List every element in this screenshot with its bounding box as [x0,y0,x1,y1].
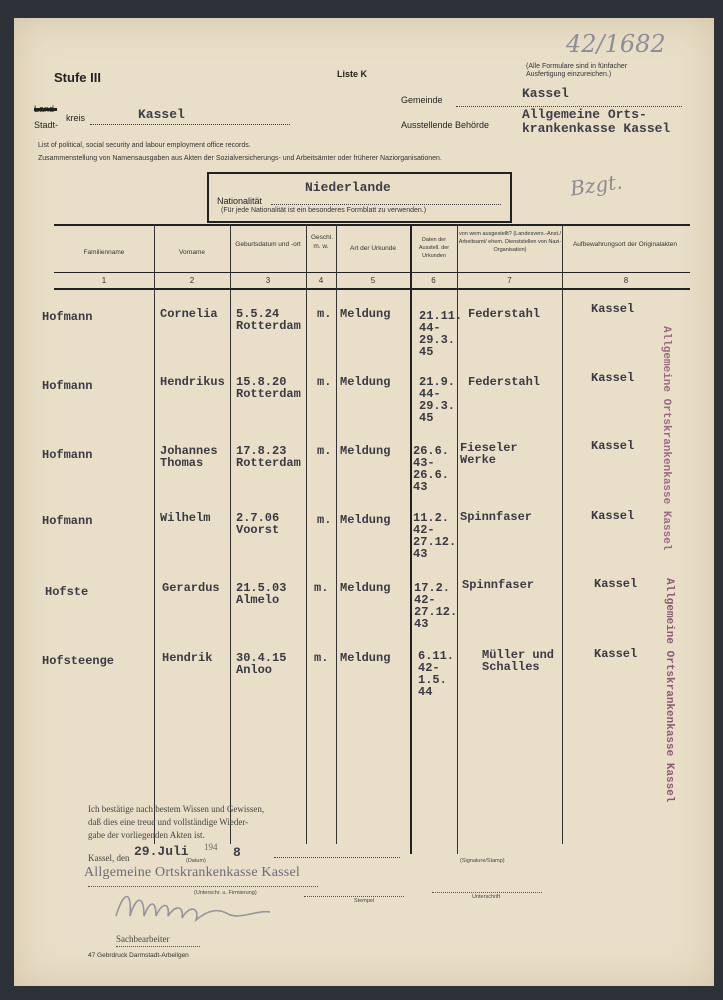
behoerde-label: Ausstellende Behörde [401,120,490,130]
column-number-8: 8 [623,276,629,285]
row-3-vorname: Johannes Thomas [160,444,218,470]
land-label-struck: Land- [34,104,58,114]
row-5-familienname: Hofste [45,585,89,599]
stempel-line [304,896,404,897]
row-3-aufbewahrungsort: Kassel [591,439,635,453]
side-stamp-lower: Allgemeine Ortskrankenkasse Kassel [663,578,675,803]
row-6-von-wem: Müller und Schalles [482,648,555,674]
column-header-von-wem: von wem ausgestellt? (Landesvers.-Anst./ Arbeitsamt/ ehem. Dienststellen von Nazi-Organisation) [458,231,562,253]
row-3-daten: 26.6. 43- 26.6. 43 [413,444,450,494]
unterschrift-firmierung-label: (Unterschr. u. Firmierung) [194,890,257,896]
document-page [14,18,714,986]
row-2-art: Meldung [340,375,391,389]
row-3-art: Meldung [340,444,391,458]
handwritten-mark: Bzgt. [568,169,624,201]
kreis-value: Kassel [138,107,185,122]
column-number-3: 3 [265,276,271,285]
liste-label: Liste K [337,69,368,79]
row-2-geburt: 15.8.20 Rotterdam [236,375,301,401]
row-1-familienname: Hofmann [42,310,93,324]
table-number-divider [54,288,690,290]
row-4-geburt: 2.7.06 Voorst [236,511,280,537]
nationality-underline [271,204,501,205]
archive-number: 42/1682 [566,30,666,58]
row-6-geburt: 30.4.15 Anloo [236,651,287,677]
place-label: Kassel, den [88,853,130,863]
row-3-geschlecht: m. [317,444,332,458]
row-6-art: Meldung [340,651,391,665]
row-3-von-wem: Fieseler Werke [460,441,518,467]
year-digit: 8 [233,845,241,860]
row-4-art: Meldung [340,513,391,527]
row-3-geburt: 17.8.23 Rotterdam [236,444,301,470]
col-divider-3 [306,224,307,844]
col-divider-7 [562,224,563,844]
row-1-daten: 21.11. 44- 29.3. 45 [419,309,463,359]
row-6-geschlecht: m. [314,651,329,665]
col-divider-1 [154,224,155,844]
behoerde-value-line-2: krankenkasse Kassel [522,121,671,136]
row-2-von-wem: Federstahl [468,375,541,389]
behoerde-value-line-1: Allgemeine Orts- [522,107,647,122]
row-4-familienname: Hofmann [42,514,93,528]
col-divider-4 [336,224,337,844]
side-stamp-upper: Allgemeine Ortskrankenkasse Kassel [660,326,672,551]
gemeinde-value: Kassel [522,86,569,101]
row-5-vorname: Gerardus [162,581,220,595]
column-header-geschlecht: Geschl. m. w. [311,234,334,250]
confirmation-line-3: gabe der vorliegenden Akten ist. [88,830,205,840]
datum-label: (Datum) [186,858,206,864]
row-2-familienname: Hofmann [42,379,93,393]
row-5-von-wem: Spinnfaser [462,578,535,592]
row-1-art: Meldung [340,307,391,321]
sachbearbeiter-line [116,946,200,947]
office-stamp: Allgemeine Ortskrankenkasse Kassel [84,865,300,880]
unterschrift-line [432,892,542,893]
signature-line [274,857,400,858]
stufe-label: Stufe III [54,70,101,85]
stadt-label: Stadt- [34,120,59,130]
gemeinde-label: Gemeinde [401,95,443,105]
row-5-geschlecht: m. [314,581,329,595]
row-5-daten: 17.2. 42- 27.12. 43 [414,581,458,631]
column-number-7: 7 [507,276,512,285]
table-header-divider [54,272,690,273]
nationality-value: Niederlande [305,180,391,195]
row-1-vorname: Cornelia [160,307,218,321]
column-header-aufbewahrungsort: Aufbewahrungsort der Originalakten [572,241,678,248]
row-1-aufbewahrungsort: Kassel [591,302,635,316]
nationality-box [207,172,512,223]
row-2-daten: 21.9. 44- 29.3. 45 [419,375,456,425]
row-6-daten: 6.11. 42- 1.5. 44 [418,649,455,699]
intro-german: Zusammenstellung von Namensausgaben aus Akten der Sozialversicherungs- und Arbeitsämter oder früherer Naziorganisationen. [38,155,442,162]
confirmation-line-2: daß dies eine treue und vollständige Wieder- [88,817,249,827]
row-1-geschlecht: m. [317,307,332,321]
row-2-vorname: Hendrikus [160,375,225,389]
table-top-border [54,224,690,226]
year-prefix: 194 [204,842,218,852]
col-divider-5 [410,224,412,854]
note-line-1: (Alle Formulare sind in fünfacher [526,63,628,70]
row-5-art: Meldung [340,581,391,595]
column-number-5: 5 [370,276,376,285]
column-header-daten: Daten der Ausstell. der Urkunden [418,237,450,259]
confirmation-line-1: Ich bestätige nach bestem Wissen und Gewissen, [88,804,265,814]
row-1-geburt: 5.5.24 Rotterdam [236,307,301,333]
signature-stamp-label: (Signature/Stamp) [460,858,505,864]
row-4-von-wem: Spinnfaser [460,510,533,524]
kreis-underline [90,124,290,125]
column-number-4: 4 [318,276,324,285]
column-header-familienname: Familienname [83,249,125,256]
row-6-familienname: Hofsteenge [42,654,115,668]
row-4-vorname: Wilhelm [160,511,211,525]
row-1-von-wem: Federstahl [468,307,541,321]
column-header-art: Art der Urkunde [350,245,396,252]
row-6-aufbewahrungsort: Kassel [594,647,638,661]
column-header-vorname: Vorname [178,249,206,256]
row-6-vorname: Hendrik [162,651,213,665]
column-number-2: 2 [189,276,195,285]
row-3-familienname: Hofmann [42,448,93,462]
column-number-6: 6 [431,276,436,285]
nationality-label: Nationalität [217,196,263,206]
col-divider-2 [230,224,231,844]
column-number-1: 1 [101,276,107,285]
row-2-geschlecht: m. [317,375,332,389]
handwritten-signature [110,886,300,928]
row-2-aufbewahrungsort: Kassel [591,371,635,385]
note-line-2: Ausfertigung einzureichen.) [526,71,612,78]
signature-date: 29.Juli [134,844,189,859]
nationality-note: (Für jede Nationalität ist ein besonderes Formblatt zu verwenden.) [221,207,427,214]
row-4-geschlecht: m. [317,513,332,527]
row-4-aufbewahrungsort: Kassel [591,509,635,523]
kreis-label: kreis [66,113,86,123]
stempel-label: Stempel [354,898,375,904]
intro-english: List of political, social security and labour employment office records. [38,142,251,149]
row-5-aufbewahrungsort: Kassel [594,577,638,591]
row-5-geburt: 21.5.03 Almelo [236,581,287,607]
sachbearbeiter-label: Sachbearbeiter [116,934,170,944]
row-4-daten: 11.2. 42- 27.12. 43 [413,511,457,561]
printer-note: 47 Gebrdruck Darmstadt-Arbeilgen [88,952,189,959]
unterschrift-label: Unterschrift [472,894,501,900]
column-header-geburtsdatum: Geburtsdatum und -ort [235,241,301,248]
